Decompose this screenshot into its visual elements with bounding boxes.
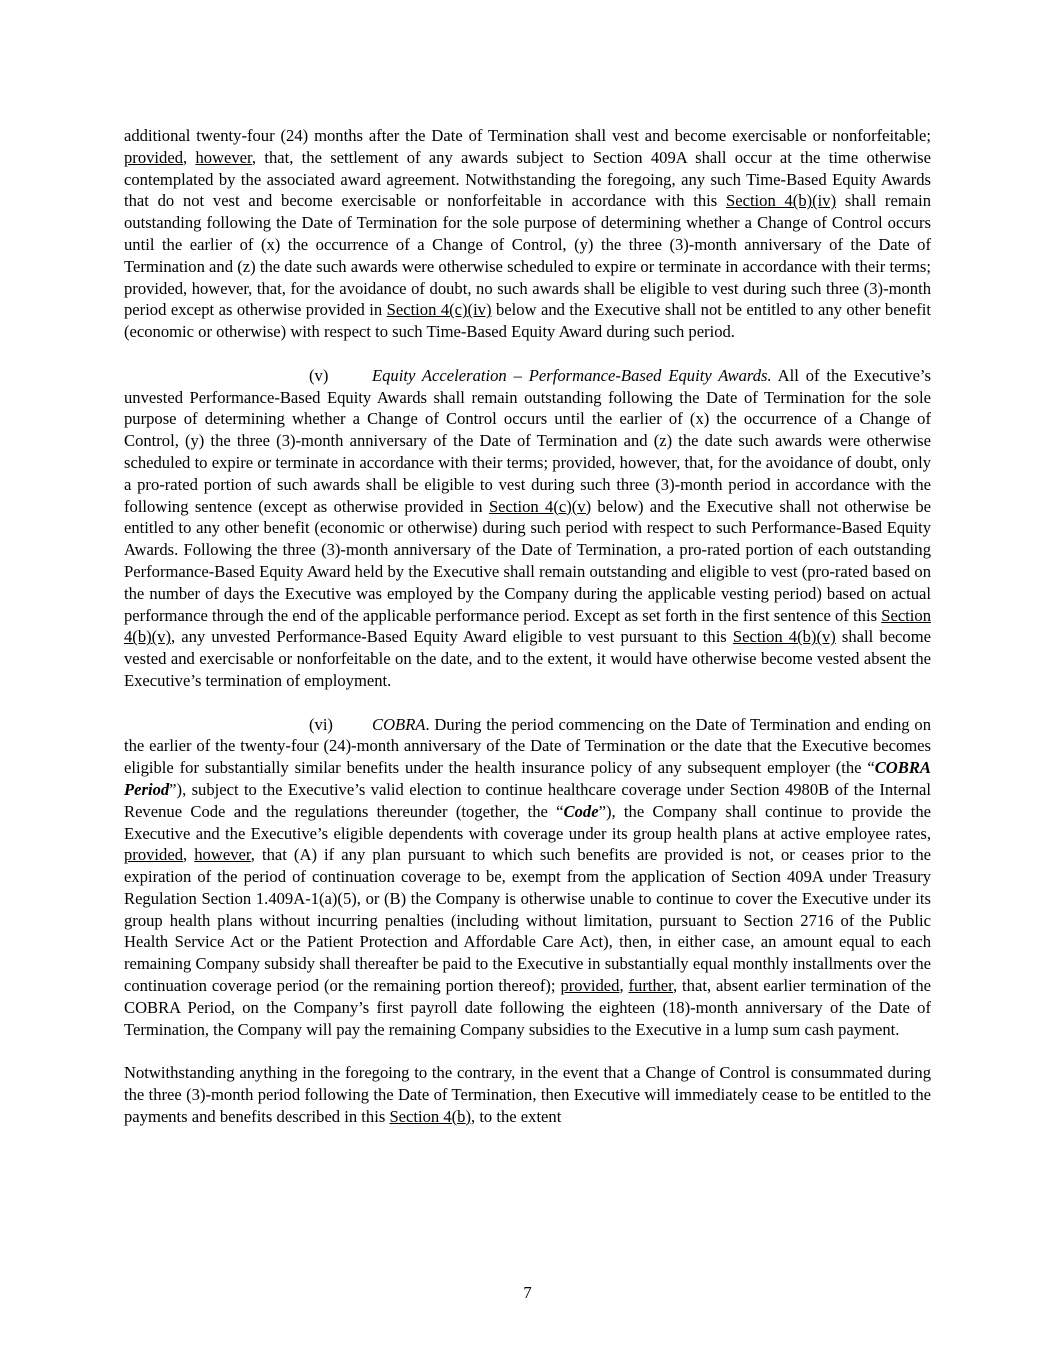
document-body	[124, 125, 931, 1149]
however-term: however	[194, 845, 251, 865]
paragraph-performance-based-equity: (v) Equity Acceleration – Performance-Based Equity Awards. All of the Executive’s unvested Performance-Based Equity Awards shall remain outstanding following the Date of Termination for the sole purpose of determining whether a Change of Control occurs until the earlier of (x) the occurrence of a Change of Control, (y) the three (3)-month anniversary of the Date of Termination and (z) the date such awards were otherwise scheduled to expire or terminate in accordance with their terms; provided, however, that, for the avoidance of doubt, only a pro-rated portion of such awards shall be eligible to vest during such three (3)-month period in accordance with the following sentence (except as otherwise provided in Section 4(c)(v) below) and the Executive shall not otherwise be entitled to any other benefit (economic or otherwise) during such period with respect to such Performance-Based Equity Awards. Following the three (3)-month anniversary of the Date of Termination, a pro-rated portion of each outstanding Performance-Based Equity Award held by the Executive shall remain outstanding and eligible to vest (pro-rated based on the number of days the Executive was employed by the Company during the applicable vesting period) based on actual performance through the end of the applicable performance period. Except as set forth in the first sentence of this Section 4(b)(v), any unvested Performance-Based Equity Award eligible to vest pursuant to this Section 4(b)(v) shall become vested and exercisable or nonforfeitable on the date, and to the extent, it would have otherwise become vested absent the Executive’s termination of employment.	[124, 365, 932, 690]
clause-heading: COBRA	[372, 714, 426, 734]
clause-number: (vi)	[309, 714, 333, 734]
further-term: further	[628, 976, 673, 996]
section-reference: Section 4(c)(v)	[488, 496, 592, 516]
section-reference: Section 4(c)(iv)	[386, 300, 492, 320]
however-term: however	[195, 147, 252, 167]
clause-number: (v)	[309, 365, 329, 385]
paragraph-time-based-continuation: additional twenty-four (24) months after the Date of Termination shall vest and become exercisable or nonforfeitable; provided, however, that, the settlement of any awards subject to Section 409A shall occur at the time otherwise contemplated by the associated award agreement. Notwithstanding the foregoing, any such Time-Based Equity Awards that do not vest and become exercisable or nonforfeitable in accordance with this Section 4(b)(iv) shall remain outstanding following the Date of Termination for the sole purpose of determining whether a Change of Control occurs until the earlier of (x) the occurrence of a Change of Control, (y) the three (3)-month anniversary of the Date of Termination and (z) the date such awards were otherwise scheduled to expire or terminate in accordance with their terms; provided, however, that, for the avoidance of doubt, no such awards shall be eligible to vest during such three (3)-month period except as otherwise provided in Section 4(c)(iv) below and the Executive shall not be entitled to any other benefit (economic or otherwise) with respect to such Time-Based Equity Award during such period.	[124, 126, 931, 342]
section-reference: Section 4(b)	[389, 1106, 472, 1126]
paragraph-change-of-control: Notwithstanding anything in the foregoing to the contrary, in the event that a Change of Control is consummated during the three (3)-month period following the Date of Termination, then Executive will immediately cease to be entitled to the payments and benefits described in this Section 4(b), to the extent	[124, 1063, 931, 1126]
provided-term: provided	[560, 976, 620, 996]
defined-term: COBRA Period	[124, 758, 931, 799]
clause-heading: Equity Acceleration – Performance-Based Equity Awards.	[372, 365, 772, 385]
defined-term: Code	[563, 801, 599, 821]
page-number: 7	[523, 1283, 532, 1302]
provided-term: provided	[124, 147, 183, 167]
provided-term: provided	[124, 845, 183, 865]
paragraph-cobra: (vi) COBRA. During the period commencing on the Date of Termination and ending on the earlier of the twenty-four (24)-month anniversary of the Date of Termination or the date that the Executive becomes eligible for substantially similar benefits under the health insurance policy of any subsequent employer (the “COBRA Period”), subject to the Executive’s valid election to continue healthcare coverage under Section 4980B of the Internal Revenue Code and the regulations thereunder (together, the “Code”), the Company shall continue to provide the Executive and the Executive’s eligible dependents with coverage under its group health plans at active employee rates, provided, however, that (A) if any plan pursuant to which such benefits are provided is not, or ceases prior to the expiration of the period of continuation coverage to be, exempt from the application of Section 409A under Treasury Regulation Section 1.409A-1(a)(5), or (B) the Company is otherwise unable to continue to cover the Executive under its group health plans without incurring penalties (including without limitation, pursuant to Section 2716 of the Public Health Service Act or the Patient Protection and Affordable Care Act), then, in either case, an amount equal to each remaining Company subsidy shall thereafter be paid to the Executive in substantially equal monthly installments over the continuation coverage period (or the remaining portion thereof); provided, further, that, absent earlier termination of the COBRA Period, on the Company’s first payroll date following the eighteen (18)-month anniversary of the Date of Termination, the Company will pay the remaining Company subsidies to the Executive in a lump sum cash payment.	[124, 714, 932, 1039]
section-reference: Section 4(b)(v)	[732, 627, 836, 647]
section-reference: Section 4(b)(iv)	[725, 191, 837, 211]
section-reference: Section 4(b)(v)	[124, 605, 931, 647]
